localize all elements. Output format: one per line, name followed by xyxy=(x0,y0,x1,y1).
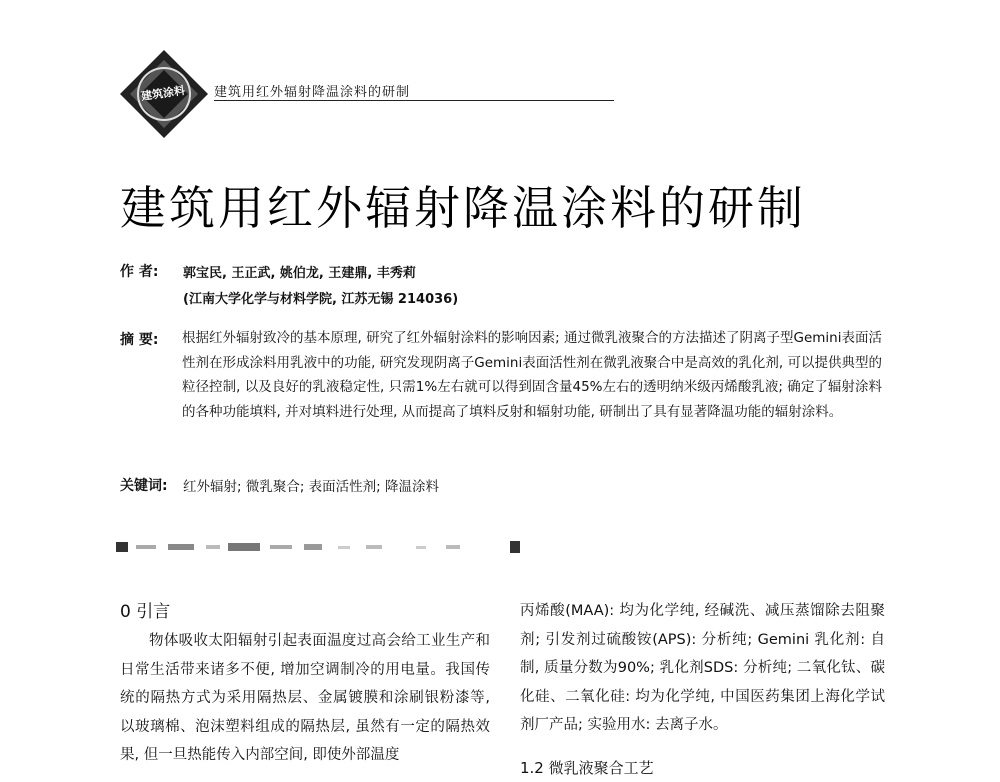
authors-label: 作 者: xyxy=(120,261,158,281)
subsection-heading: 1.2 微乳液聚合工艺 xyxy=(520,754,885,782)
materials-paragraph: 丙烯酸(MAA): 均为化学纯, 经碱洗、减压蒸馏除去阻聚剂; 引发剂过硫酸铵(APS): 分析纯; Gemini 乳化剂: 自制, 质量分数为90%; 乳化剂SDS: 分析纯; 二氧化钛、碳化硅、二氧化硅: 均为化学纯, 中国医药集团上海化学试剂厂产品; 实验用水: 去离子水。 xyxy=(520,597,885,740)
header-rule xyxy=(214,100,614,101)
running-header: 建筑用红外辐射降温涂料的研制 xyxy=(214,81,410,100)
journal-logo xyxy=(118,48,210,140)
section-heading: 0 引言 xyxy=(120,597,490,627)
authors: 郭宝民, 王正武, 姚伯龙, 王建鼎, 丰秀莉 xyxy=(183,262,416,281)
abstract-text: 根据红外辐射致冷的基本原理, 研究了红外辐射涂料的影响因素; 通过微乳液聚合的方法描述了阴离子型Gemini表面活性剂在形成涂料用乳液中的功能, 研究发现阴离子Gemini表面活性剂在微乳液聚合中是高效的乳化剂, 可以提供典型的粒径控制, 以及良好的乳液稳定性, 只需1%左右就可以得到固含量45%左右的透明纳米级丙烯酸乳液; 确定了辐射涂料的各种功能填料, 并对填料进行处理, 从而提高了填料反射和辐射功能, 研制出了具有显著降温功能的辐射涂料。 xyxy=(182,326,882,424)
article-title: 建筑用红外辐射降温涂料的研制 xyxy=(120,172,806,238)
abstract-label: 摘 要: xyxy=(120,329,158,349)
keywords-label: 关键词: xyxy=(120,475,168,495)
affiliation: (江南大学化学与材料学院, 江苏无锡 214036) xyxy=(183,288,458,307)
intro-paragraph: 物体吸收太阳辐射引起表面温度过高会给工业生产和日常生活带来诸多不便, 增加空调制冷的用电量。我国传统的隔热方式为采用隔热层、金属镀膜和涂刷银粉漆等, 以玻璃棉、泡沫塑料组成的隔热层, 虽然有一定的隔热效果, 但一旦热能传入内部空间, 即使外部温度 xyxy=(120,627,490,770)
logo-text: 建筑涂料 xyxy=(118,79,207,107)
body-left-column xyxy=(120,597,490,770)
illegible-scan-line xyxy=(116,536,524,558)
body-right-column xyxy=(520,597,885,782)
keywords-text: 红外辐射; 微乳聚合; 表面活性剂; 降温涂料 xyxy=(183,475,439,495)
